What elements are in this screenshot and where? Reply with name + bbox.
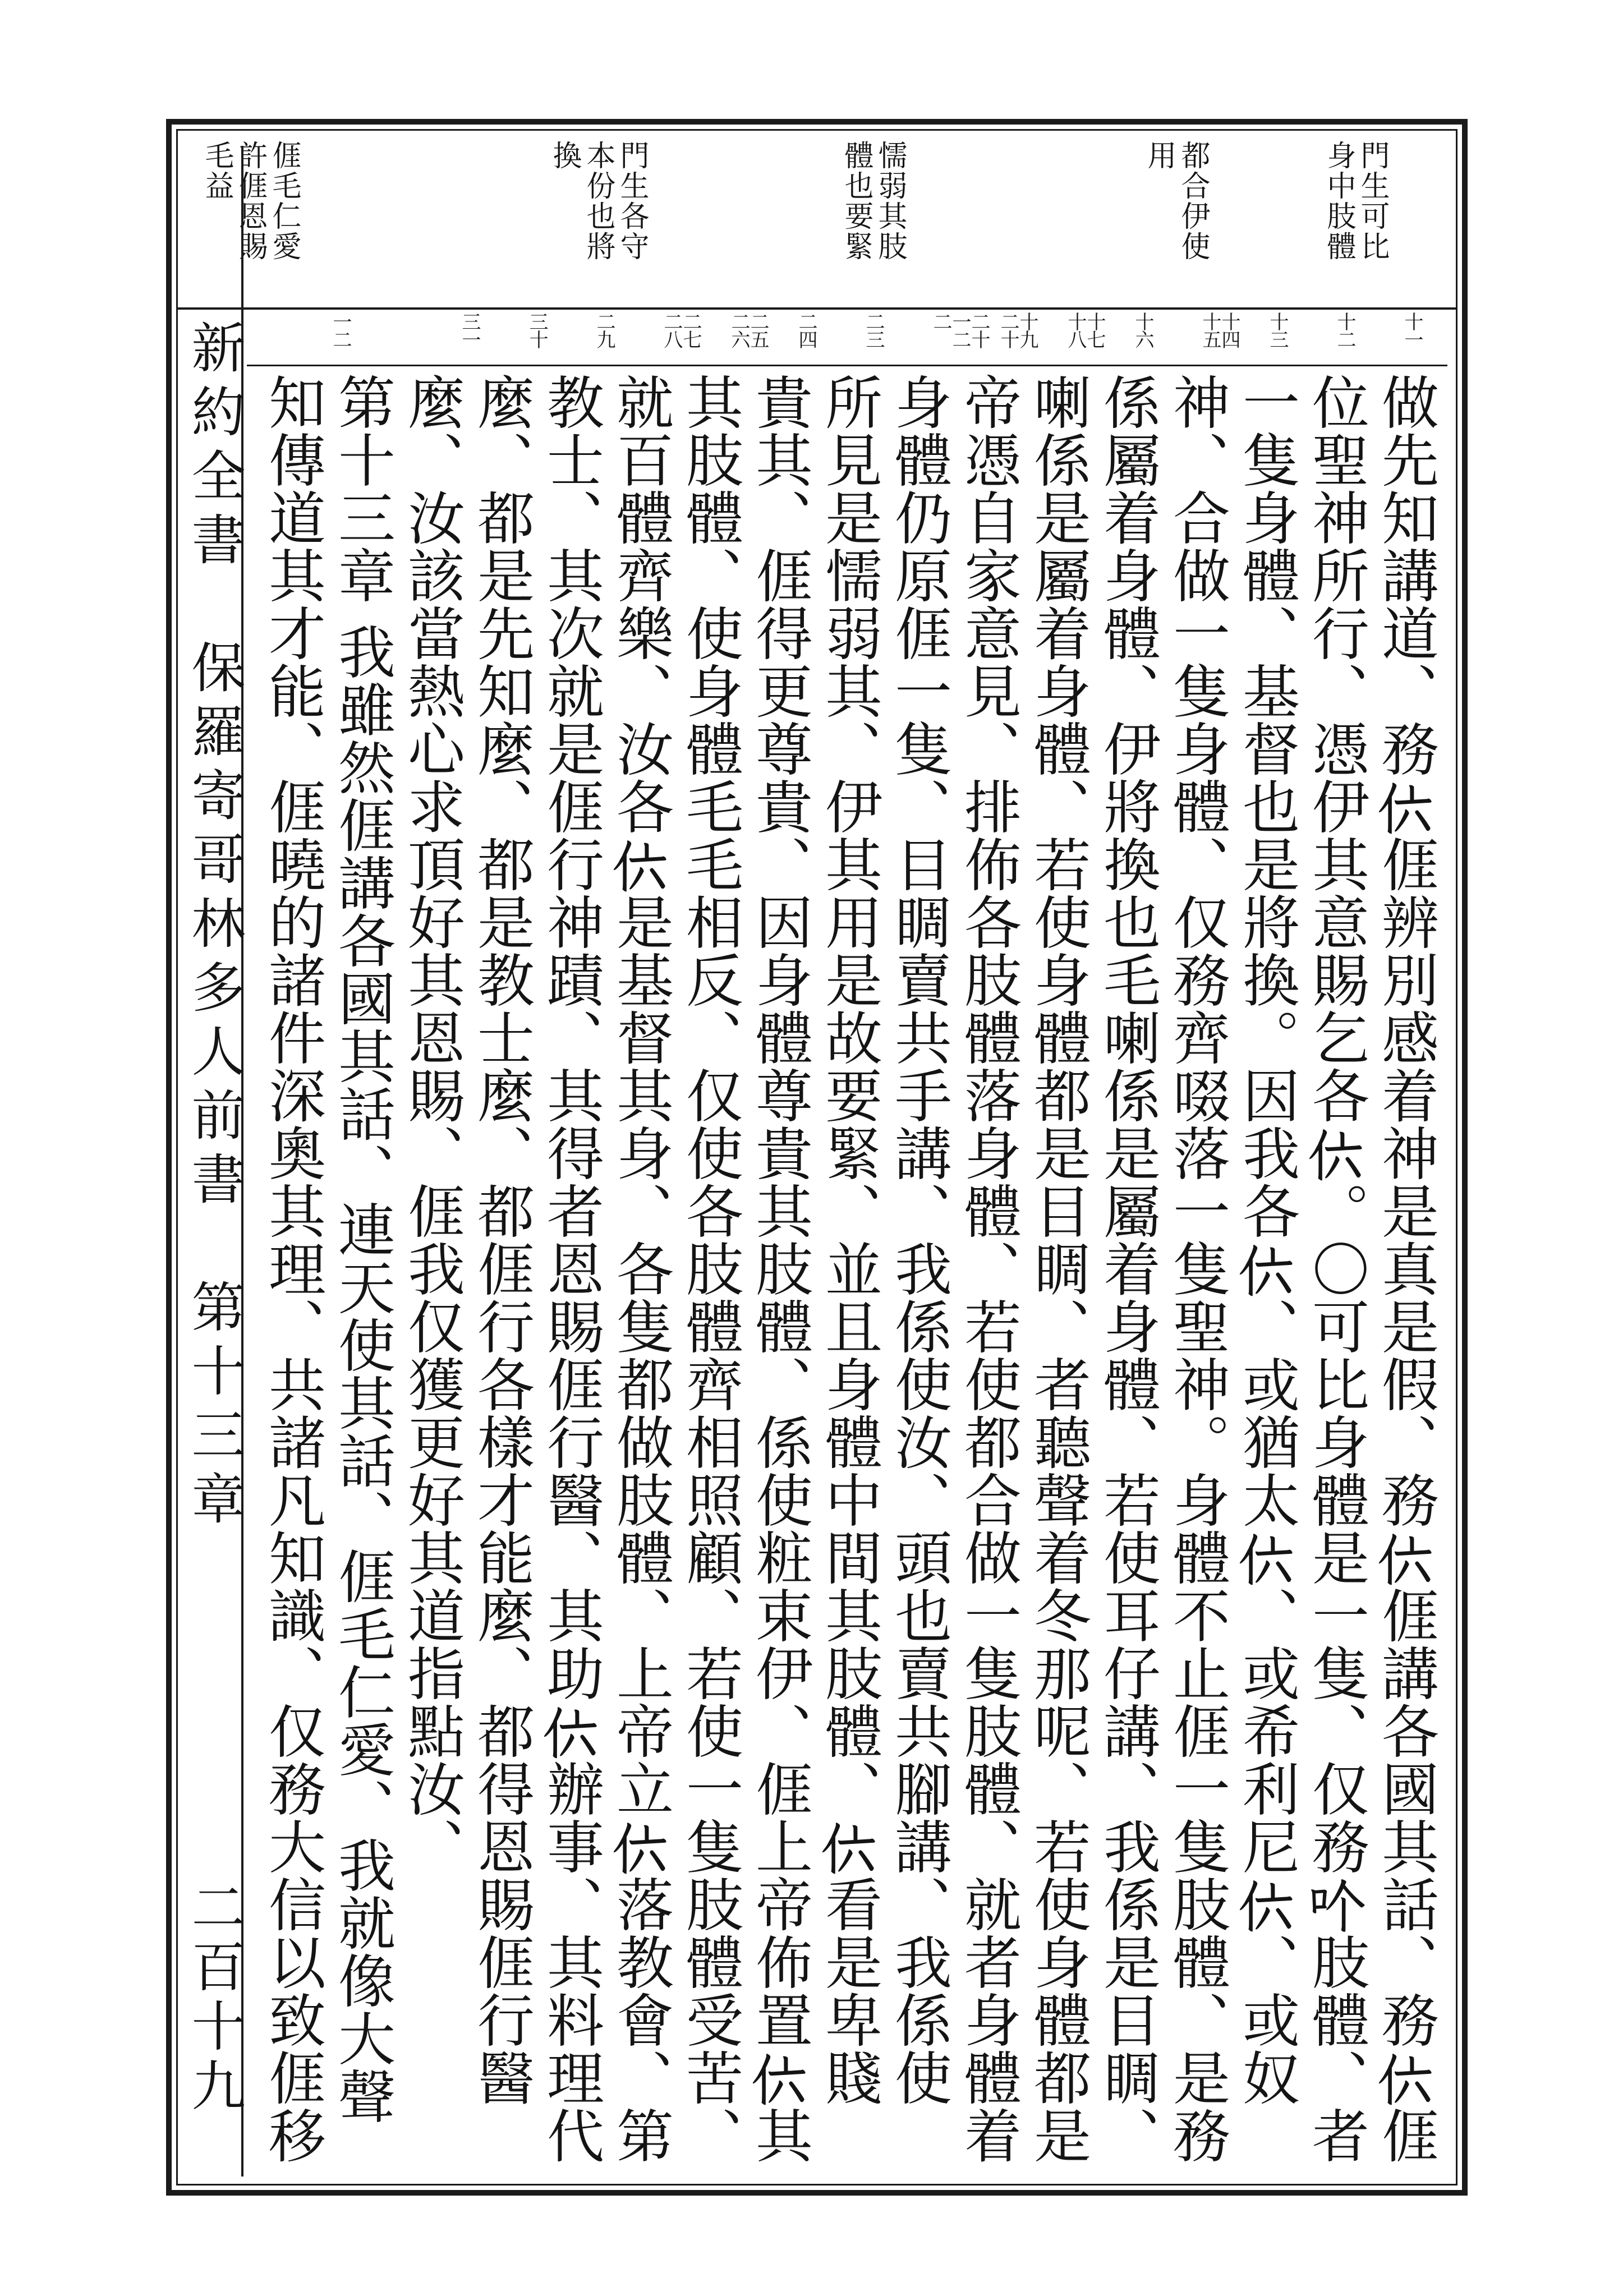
marginal-notes bbox=[200, 140, 1436, 303]
text-column: 麼、汝該當熱心求頂好其恩賜、𠊎我仅獲更好其道指點汝、 bbox=[398, 373, 465, 1875]
text-column: 身體仍原𠊎一隻、目睭賣共手講、我係使汝、頭也賣共腳講、我係使 bbox=[885, 373, 952, 2106]
text-column: 一隻身體、基督也是將換。因我各𠆾、或猶太𠆾、或希利尼𠆾、或奴 bbox=[1233, 373, 1300, 2106]
text-column: 所見是懦弱其、伊其用是故要緊、並且身體中間其肢體、𠆾看是卑賤 bbox=[816, 373, 882, 2106]
text-column: 神、合做一隻身體、仅務齊啜落一隻聖神。身體不止𠊎一隻肢體、是務 bbox=[1164, 373, 1230, 2164]
verse-number: 二九 bbox=[593, 312, 615, 348]
text-column: 知傳道其才能、𠊎曉的諸件深奧其理、共諸凡知識、仅務大信以致𠊎移 bbox=[259, 373, 326, 2164]
verse-number: 十九二十 bbox=[997, 312, 1038, 348]
verse-number: 十四十五 bbox=[1199, 312, 1240, 348]
text-column: 貴其、𠊎得更尊貴、因身體尊貴其肢體、係使粧束伊、𠊎上帝佈置𠆾其 bbox=[746, 373, 813, 2164]
marginal-note: 門生可比 身中肢體 bbox=[1322, 140, 1389, 261]
verse-number: 十六 bbox=[1132, 312, 1154, 348]
verse-number: 二五二六 bbox=[728, 312, 769, 348]
verse-number: 三十 bbox=[526, 312, 548, 348]
marginal-note: 𠊎毛仁愛 許𠊎恩賜 毛益 bbox=[200, 140, 301, 261]
verse-number: 二七二八 bbox=[660, 312, 702, 348]
text-column: 係屬着身體、伊將換也毛喇係是屬着身體、若使耳仔講、我係是目睭、 bbox=[1094, 373, 1161, 2164]
marginal-note: 都合伊使 用 bbox=[1142, 140, 1210, 261]
marginal-note: 懦弱其肢 體也要緊 bbox=[839, 140, 907, 261]
main-text bbox=[247, 367, 1447, 2174]
text-column: 就百體齊樂、汝各𠆾是基督其身、各隻都做肢體、上帝立𠆾落教會、第 bbox=[607, 373, 674, 2164]
verse-number: 十七十八 bbox=[1064, 312, 1106, 348]
page-number: 二百十九 bbox=[183, 1879, 246, 2117]
header-rule bbox=[176, 307, 1458, 310]
verse-number: 二十一二二 bbox=[930, 312, 990, 348]
verse-number-rule bbox=[247, 365, 1447, 366]
verse-number: 十三 bbox=[1266, 312, 1289, 348]
verse-number: 三一 bbox=[458, 312, 481, 348]
verse-number: 一二 bbox=[329, 312, 352, 348]
marginal-note: 門生各守 本份也將 換 bbox=[548, 140, 649, 261]
text-column: 帝憑自家意見、排佈各肢體落身體、若使都合做一隻肢體、就者身體着 bbox=[955, 373, 1022, 2164]
text-column: 位聖神所行、憑伊其意賜乞各𠆾。〇可比身體是一隻、仅務𠮶肢體、者 bbox=[1303, 373, 1369, 2164]
verse-number: 二四 bbox=[795, 312, 817, 348]
text-column: 其肢體、使身體毛毛相反、仅使各肢體齊相照顧、若使一隻肢體受苦、 bbox=[677, 373, 743, 2164]
verse-number: 十二 bbox=[1334, 312, 1356, 348]
verse-number: 十一 bbox=[1401, 312, 1423, 348]
verse-number-strip bbox=[247, 312, 1436, 362]
text-column: 喇係是屬着身體、若使身體都是目睭、者聽聲着冬那呢、若使身體都是 bbox=[1024, 373, 1091, 2164]
text-column: 麼、都是先知麼、都是教士麼、都𠊎行各樣才能麼、都得恩賜𠊎行醫 bbox=[468, 373, 535, 2106]
running-title: 新約全書 保羅寄哥林多人前書 第十三章 bbox=[183, 320, 246, 1535]
running-head bbox=[182, 146, 246, 2177]
text-column: 做先知講道、務𠆾𠊎辨別感着神是真是假、務𠆾𠊎講各國其話、務𠆾𠊎 bbox=[1372, 373, 1439, 2164]
text-column: 教士、其次就是𠊎行神蹟、其得者恩賜𠊎行醫、其助𠆾辦事、其料理代 bbox=[537, 373, 604, 2164]
text-column: 第十三章 我雖然𠊎講各國其話、連天使其話、𠊎毛仁愛、我就像大聲 bbox=[329, 373, 396, 2125]
verse-number: 二三 bbox=[862, 312, 885, 348]
